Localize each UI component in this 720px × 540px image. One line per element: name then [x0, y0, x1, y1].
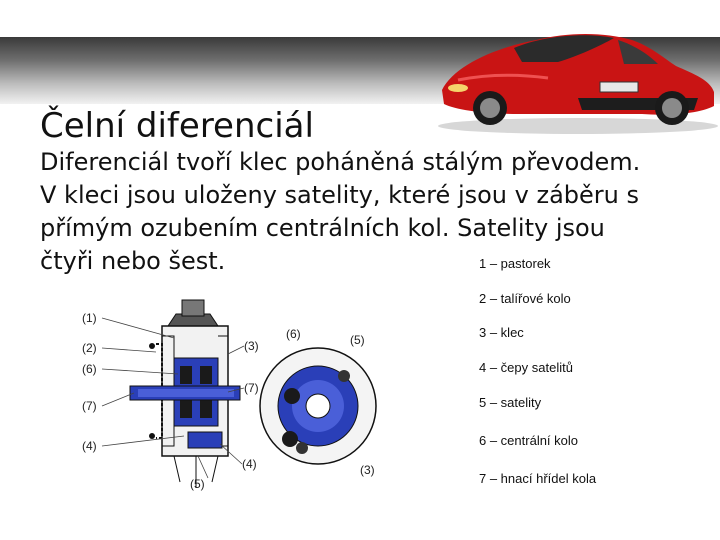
legend-item: 2 – talířové kolo — [479, 291, 571, 306]
diagram-label: (7) — [82, 399, 97, 413]
legend-item: 5 – satelity — [479, 395, 542, 410]
diagram-label: (7) — [244, 381, 259, 395]
diagram-label: (4) — [242, 457, 257, 471]
differential-end-view — [260, 348, 376, 464]
diagram-label: (5) — [350, 333, 365, 347]
diagram-label: (3) — [360, 463, 375, 477]
red-sports-car-image — [428, 14, 720, 138]
slide-title: Čelní diferenciál — [40, 106, 314, 146]
diagram-label: (6) — [286, 327, 301, 341]
legend-item: 1 – pastorek — [479, 256, 551, 271]
legend-item: 4 – čepy satelitů — [479, 360, 573, 375]
legend-item: 7 – hnací hřídel kola — [479, 471, 597, 486]
slide-body-text: Diferenciál tvoří klec poháněná stálým převodem. V kleci jsou uloženy satelity, které jsou v záběru s přímým ozubením centrálních kol. Satelity jsou čtyři nebo šest. — [40, 148, 641, 275]
diagram-label: (1) — [82, 311, 97, 325]
diagram-label: (4) — [82, 439, 97, 453]
diagram-label: (3) — [244, 339, 259, 353]
differential-section-view — [130, 300, 240, 488]
differential-diagram — [78, 296, 378, 501]
diagram-label: (2) — [82, 341, 97, 355]
diagram-label: (6) — [82, 362, 97, 376]
diagram-label: (5) — [190, 477, 205, 491]
legend-item: 6 – centrální kolo — [479, 433, 579, 448]
legend-item: 3 – klec — [479, 325, 524, 340]
